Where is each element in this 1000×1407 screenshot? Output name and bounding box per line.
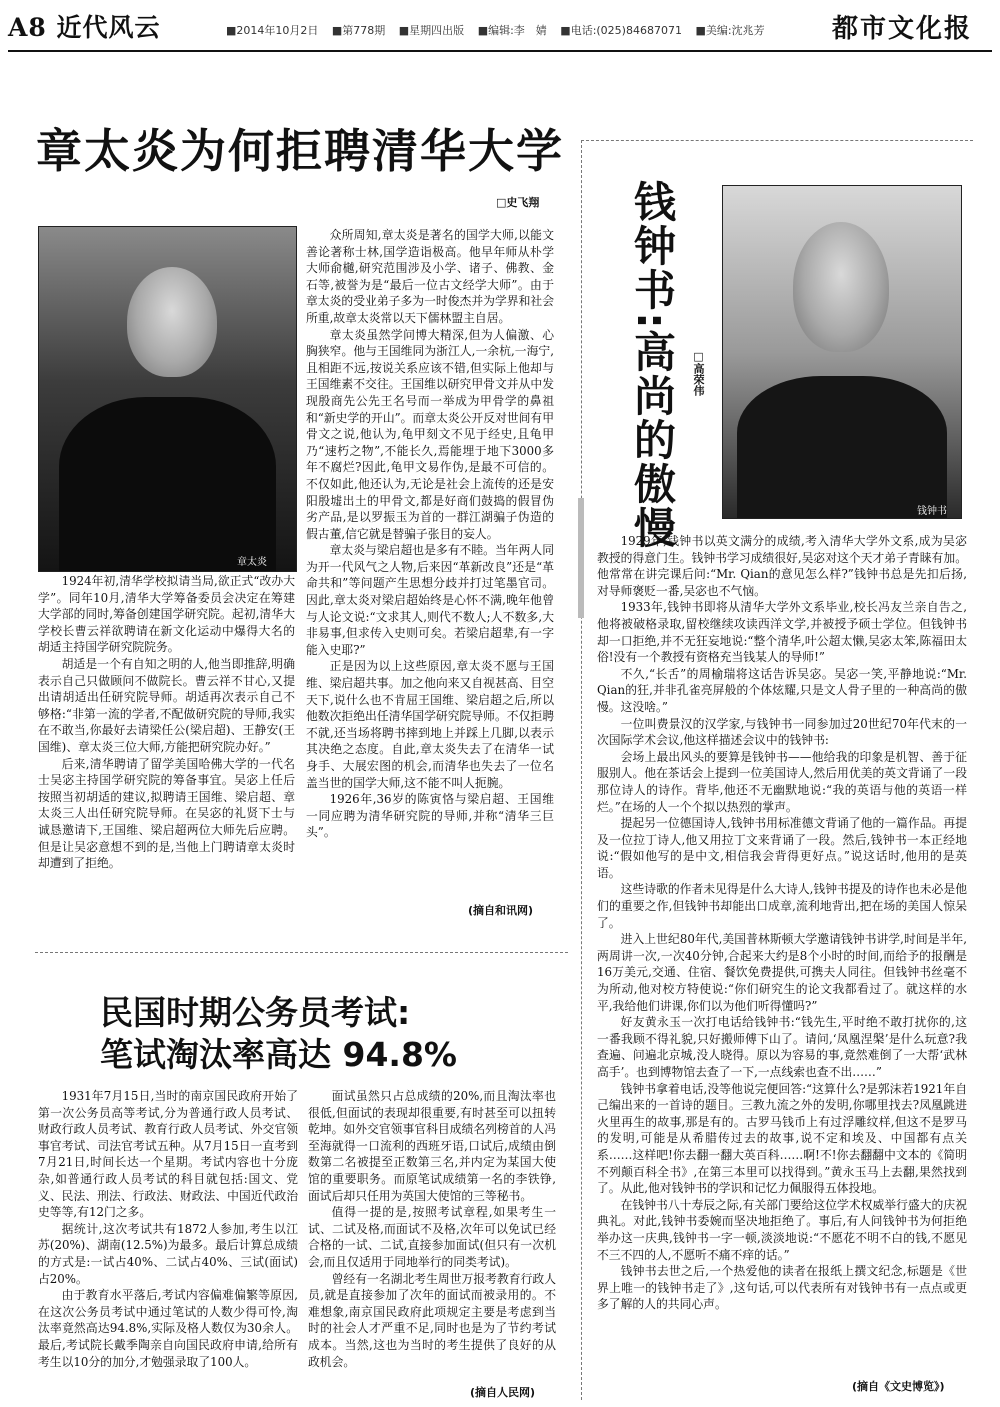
article2-paragraph: 曾经有一名湖北考生周世万报考教育行政人员,就是直接参加了次年的面试而被录用的。不难想象,南京国民政府此项规定主要是考虑到当时的社会人才严重不足,同时也是为了节约考试成本。当然,这也为当时的考生提供了良好的从政机会。 [308, 1271, 556, 1369]
section-title: A8 近代风云 [8, 13, 161, 42]
article3-byline: □高荣伟 [692, 350, 705, 396]
article1-paragraph: 后来,清华聘请了留学美国哈佛大学的一代名士吴宓主持国学研究院的筹备事宜。吴宓上任后按照当初胡适的建议,拟聘请王国维、梁启超、章太炎三人出任研究院导师。在吴宓的礼贤下士与诚恳邀请下,王国维、梁启超两位大师先后应聘。但是让吴宓意想不到的是,当他上门聘请章太炎时却遭到了拒绝。 [38, 756, 295, 871]
article2-column2 [308, 1088, 556, 1370]
article3-body [597, 533, 967, 1313]
article1-paragraph: 1924年初,清华学校拟请当局,欲正式“改办大学”。同年10月,清华大学筹备委员会决定在筹建大学部的同时,筹备创建国学研究院。起初,清华大学校长曹云祥欲聘请在新文化运动中爆得大名的胡适主持国学研究院院务。 [38, 574, 295, 655]
article1-title: 章太炎为何拒聘清华大学 [36, 124, 564, 178]
editor: ■编辑:李 婧 [477, 24, 547, 37]
article3-title-bottom: 高尚的傲慢 [628, 330, 677, 550]
issue-number: ■第778期 [331, 24, 386, 37]
article3-paragraph: 在钱钟书八十寿辰之际,有关部门要给这位学术权威举行盛大的庆祝典礼。对此,钱钟书委婉而坚决地拒绝了。事后,有人问钱钟书为何拒绝举办这一庆典,钱钟书一字一顿,淡淡地说:“不愿花不明不白的钱,不愿见不三不四的人,不愿听不痛不痒的话。” [597, 1197, 967, 1262]
article3-paragraph: 好友黄永玉一次打电话给钱钟书:“钱先生,平时绝不敢打扰你的,这一番我顾不得礼貌,只好搬师傅下山了。请问,‘凤凰涅槃’是什么玩意?我查遍、问遍北京城,没人晓得。原以为容易的事,竟然难倒了一大帮‘武林高手’。也到博物馆去查了一下,一点线索也查不出……” [597, 1015, 967, 1079]
zhang-taiyan-photo [38, 226, 297, 572]
article2-paragraph: 据统计,这次考试共有1872人参加,考生以江苏(20%)、湖南(12.5%)为最多。最后计算总成绩的方式是:一试占40%、二试占40%、三试(面试)占20%。 [38, 1221, 298, 1286]
article-divider-horizontal [35, 952, 568, 953]
issue-weekday: ■星期四出版 [398, 24, 465, 37]
article1-paragraph: 章太炎虽然学问博大精深,但为人偏激、心胸狭窄。他与王国维同为浙江人,一余杭,一海宁,且相距不远,按说关系应该不错,但实际上他却与王国维素不交往。王国维以研究甲骨文并从中发现殷商先公先王名号而一举成为甲骨学的鼻祖和“新史学的开山”。而章太炎公开反对世间有甲骨文之说,他认为,龟甲刻文不见于经史,且龟甲乃“速朽之物”,不能长久,焉能埋于地下3000多年不腐烂?因此,龟甲文易作伪,是最不可信的。不仅如此,他还认为,无论是社会上流传的还是安阳殷墟出土的甲骨文,都是好商们鼓捣的假冒伪劣产品,是以罗振玉为首的一群江湖骗子伪造的假古董,信它就是替骗子张目的妄人。 [306, 327, 555, 541]
article1-photo-caption: 章太炎 [237, 557, 267, 568]
article3-paragraph: 一位叫费景汉的汉学家,与钱钟书一同参加过20世纪70年代末的一次国际学术会议,他这样描述会议中的钱钟书: [597, 716, 967, 748]
issue-date: ■2014年10月2日 [226, 24, 319, 37]
article3-paragraph: 这些诗歌的作者未见得是什么大诗人,钱钟书提及的诗作也未必是他们的重要之作,但钱钟书却能出口成章,流利地背出,把在场的美国人惊呆了。 [597, 882, 967, 930]
article2-column1 [38, 1088, 298, 1370]
article1-paragraph: 章太炎与梁启超也是多有不睦。当年两人同为开一代风气之人物,后来因“革新改良”还是“革命共和”等问题产生思想分歧并打过笔墨官司。因此,章太炎对梁启超始终是心怀不满,晚年他曾与人论文说:“文求其人,则代不数人;人不数多,大非易事,但求传入史则可矣。若梁启超辈,有一字能入史耶?” [306, 543, 554, 657]
article3-paragraph: 钱钟书去世之后,一个热爱他的读者在报纸上撰文纪念,标题是《世界上唯一的钱钟书走了》,这句话,可以代表所有对钱钟书有一点点或更多了解的人的共同心声。 [597, 1264, 967, 1312]
article1-column2 [306, 227, 554, 841]
article3-paragraph: 钱钟书拿着电话,没等他说完便回答:“这算什么?是郭沫若1921年自己编出来的一首诗的题目。三教九流之外的发明,你哪里找去?凤凰跳进火里再生的故事,那是有的。古罗马钱币上有过浮雕纹样,但这不是罗马的发明,可能是从希腊传过去的故事,说不定和埃及、中国都有点关系……这样吧!你去翻一翻大英百科……啊!不!你去翻翻中文本的《简明不列颠百科全书》,在第三本里可以找得到。”黄永玉马上去翻,果然找到了。从此,他对钱钟书的学识和记忆力佩服得五体投地。 [597, 1081, 967, 1196]
article2-title-line2: 笔试淘汰率高达 94.8% [100, 1035, 457, 1074]
article2-paragraph: 由于教育水平落后,考试内容偏难偏繁等原因,在这次公务员考试中通过笔试的人数少得可怜,淘汰率竟然高达94.8%,实际及格人数仅为30余人。最后,考试院长戴季陶亲自向国民政府申请,给所有考生以10分的加分,才勉强录取了100人。 [38, 1288, 298, 1369]
grey-marker-bar [578, 498, 584, 618]
newspaper-logo: 都市文化报 [831, 14, 972, 44]
article1-paragraph: 众所周知,章太炎是著名的国学大师,以能文善论著称士林,国学造诣极高。他早年师从朴学大师俞樾,研究范围涉及小学、诸子、佛教、金石等,被誉为是“最后一位古文经学大师”。由于章太炎的受业弟子多为一时俊杰并为学界和社会所重,故章太炎常以天下儒林盟主自居。 [306, 228, 554, 325]
qian-zhongshu-photo [722, 185, 962, 519]
portrait-body-shape [737, 376, 947, 518]
article3-paragraph: 提起另一位德国诗人,钱钟书用标准德文背诵了他的一篇作品。再提及一位拉丁诗人,他又用拉丁文来背诵了一段。然后,钱钟书一本正经地说:“假如他写的是中文,相信我会背得更好点。”说这话时,他用的是英语。 [597, 816, 967, 880]
article3-photo-caption: 钱钟书 [917, 506, 947, 517]
header-rule [8, 50, 992, 52]
article3-source: (摘自《文史博览》) [852, 1380, 945, 1393]
phone: ■电话:(025)84687071 [560, 24, 682, 37]
column-divider-vertical [581, 140, 582, 1400]
article3-paragraph: 不久,“长舌”的周榆瑞将这话告诉吴宓。吴宓一笑,平静地说:“Mr. Qian的狂,并非孔雀亮屏般的个体炫耀,只是文人骨子里的一种高尚的傲慢。这没啥。” [597, 666, 967, 714]
article2-title [100, 992, 457, 1076]
article1-paragraph: 正是因为以上这些原因,章太炎不愿与王国维、梁启超共事。加之他向来又自视甚高、目空天下,说什么也不肯屈王国维、梁启超之后,所以他数次拒绝出任清华国学研究院导师。不仅拒聘不就,还当场将聘书摔到地上并踩上几脚,以表示其决绝之态度。自此,章太炎失去了在清华一试身手、大展宏图的机会,而清华也失去了一位名盖当世的国学大师,这不能不叫人扼腕。 [306, 659, 554, 790]
article1-column1 [38, 573, 295, 872]
issue-meta [226, 22, 775, 38]
article2-source: (摘自人民网) [470, 1386, 536, 1399]
article3-title-top: 钱钟书: [628, 180, 677, 331]
article3-paragraph: 1933年,钱钟书即将从清华大学外文系毕业,校长冯友兰亲自告之,他将被破格录取,留校继续攻读西洋文学,并被授予硕士学位。但钱钟书却一口拒绝,并不无狂妄地说:“整个清华,叶公超太懒,吴宓太笨,陈福田太俗!没有一个教授有资格充当钱某人的导师!” [597, 600, 967, 665]
article2-paragraph: 值得一提的是,按照考试章程,如果考生一试、二试及格,而面试不及格,次年可以免试已经合格的一试、二试,直接参加面试(但只有一次机会,而且仅适用于同地举行的同类考试)。 [308, 1205, 556, 1269]
article2-paragraph: 面试虽然只占总成绩的20%,而且淘汰率也很低,但面试的表现却很重要,有时甚至可以扭转乾坤。如外交官领事官科目成绩名列榜首的人冯至海就得一口流利的西班牙语,口试后,成绩由倒数第二名被提至正数第三名,并内定为某国大使馆的重要职务。而原笔试成绩第一名的李铁铮,面试后却只任用为英国大使馆的三等秘书。 [308, 1089, 556, 1203]
article3-paragraph: 进入上世纪80年代,美国普林斯顿大学邀请钱钟书讲学,时间是半年,两周讲一次,一次40分钟,合起来大约是8个小时的时间,而给予的报酬是16万美元,交通、住宿、餐饮免费提供,可携夫人同往。但钱钟书丝毫不为所动,他对校方特使说:“你们研究生的论文我都看过了。就这样的水平,我给他们讲课,你们以为他们听得懂吗?” [597, 932, 967, 1013]
article1-paragraph: 1926年,36岁的陈寅恪与梁启超、王国维一同应聘为清华研究院的导师,并称“清华三巨头”。 [306, 792, 554, 840]
article3-paragraph: 会场上最出风头的要算是钱钟书——他给我的印象是机智、善于征服别人。他在茶话会上提到一位美国诗人,然后用优美的英文背诵了一段那位诗人的诗作。背毕,他还不无幽默地说:“我的英语与他的英语一样烂。”在场的人一个个拟以热烈的掌声。 [597, 749, 967, 814]
article1-byline: □史飞翔 [496, 196, 540, 209]
portrait-face-shape [127, 267, 217, 377]
art-editor: ■美编:沈兆芳 [695, 24, 765, 37]
article1-source: (摘自和讯网) [468, 904, 534, 917]
article2-paragraph: 1931年7月15日,当时的南京国民政府开始了第一次公务员高等考试,分为普通行政人员考试、财政行政人员考试、教育行政人员考试、外交官领事官考试、司法官考试五种。从7月15日一直考到7月21日,时间长达一个星期。考试内容也十分庞杂,如普通行政人员考试的科目就包括:国文、党义、民法、刑法、行政法、财政法、中国近代政治史等等,有12门之多。 [38, 1089, 298, 1220]
article1-paragraph: 胡适是一个有自知之明的人,他当即推辞,明确表示自己只做顾问不做院长。曹云祥不甘心,又提出请胡适出任研究院导师。胡适再次表示自己不够格:“非第一流的学者,不配做研究院的导师,我实在不敢当,你最好去请梁任公(梁启超)、王静安(王国维)、章太炎三位大师,方能把研究院办好。” [38, 656, 295, 754]
article3-frame-top [581, 140, 973, 141]
article3-paragraph: 1929年,钱钟书以英文满分的成绩,考入清华大学外文系,成为吴宓教授的得意门生。钱钟书学习成绩很好,吴宓对这个天才弟子青睐有加。他常常在讲完课后问:“Mr. Qian的意见怎么样?”钱钟书总是先扣后扬,对导师褒贬一番,吴宓也不气恼。 [597, 534, 967, 598]
portrait-body-shape [59, 397, 276, 571]
portrait-face-shape [793, 222, 889, 352]
article2-title-line1: 民国时期公务员考试: [100, 993, 411, 1032]
